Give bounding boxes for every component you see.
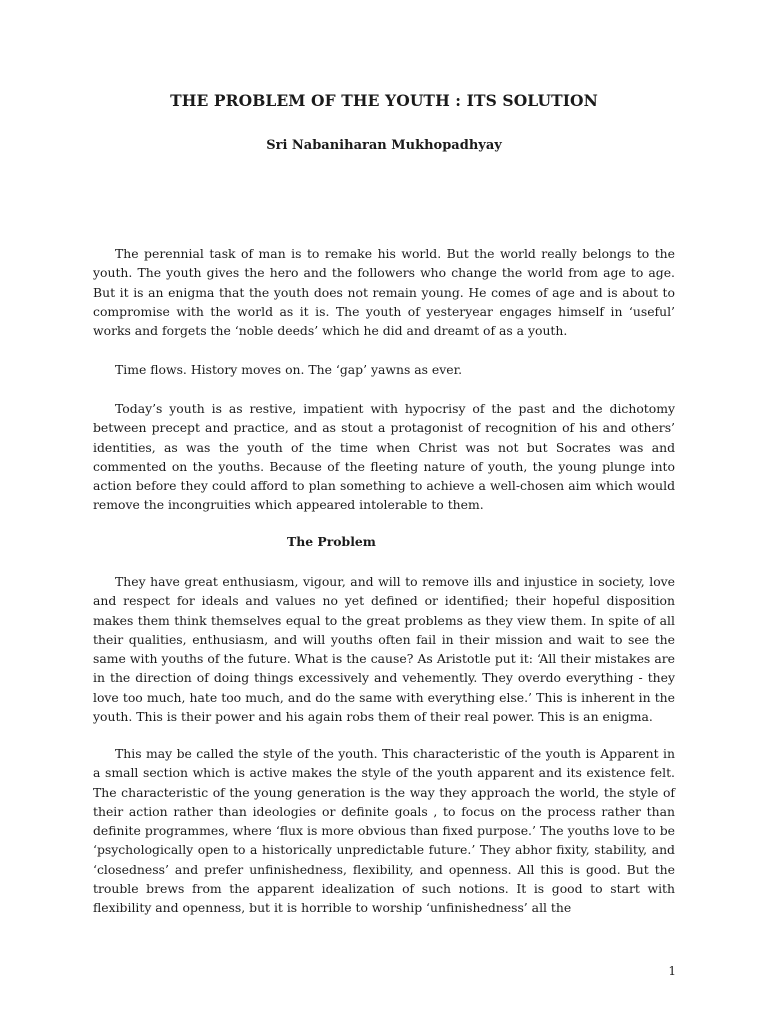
document-title: THE PROBLEM OF THE YOUTH : ITS SOLUTION: [170, 91, 598, 110]
page-number: 1: [668, 964, 676, 978]
paragraph-enthusiasm: They have great enthusiasm, vigour, and will to remove ills and injustice in society, love and respect for ideals and values no yet defined or identified; their hopeful disposition makes them think themselves equal to the great problems as they view them. In spite of all their qualities, enthusiasm, and will youths often fail in their mission and wait to see the same with youths of the future. What is the cause? As Aristotle put it: ‘All their mistakes are in the direction of doing things excessively and vehemently. They overdo everything - they love too much, hate too much, and do the same with everything else.’ This is inherent in the youth. This is their power and his again robs them of their real power. This is an enigma.: [93, 574, 675, 725]
section-heading: The Problem: [287, 534, 376, 549]
paragraph-time-flows: Time flows. History moves on. The ‘gap’ yawns as ever.: [115, 362, 463, 377]
paragraph-todays-youth: Today’s youth is as restive, impatient with hypocrisy of the past and the dichotomy between precept and practice, and as stout a protagonist of recognition of his and others’ identities, as was the youth of the time when Christ was not but Socrates was and commented on the youths. Because of the fleeting nature of youth, the young plunge into action before they could afford to plan something to achieve a well-chosen aim which would remove the incongruities which appeared intolerable to them.: [93, 401, 675, 513]
document-author: Sri Nabaniharan Mukhopadhyay: [266, 138, 502, 153]
paragraph-intro: The perennial task of man is to remake his world. But the world really belongs to the youth. The youth gives the hero and the followers who change the world from age to age. But it is an enigma that the youth does not remain young. He comes of age and is about to compromise with the world as it is. The youth of yesteryear engages himself in ‘useful’ works and forgets the ‘noble deeds’ which he did and dreamt of as a youth.: [93, 246, 675, 339]
paragraph-style-of-youth: This may be called the style of the youth. This characteristic of the youth is Apparent in a small section which is active makes the style of the youth apparent and its existence felt. The characteristic of the young generation is the way they approach the world, the style of their action rather than ideologies or definite goals , to focus on the process rather than definite programmes, where ‘flux is more obvious than fixed purpose.’ The youths love to be ‘psychologically open to a historically unpredictable future.’ They abhor fixity, stability, and ‘closedness’ and prefer unfinishedness, flexibility, and openness. All this is good. But the trouble brews from the apparent idealization of such notions. It is good to start with flexibility and openness, but it is horrible to worship ‘unfinishedness’ all the: [93, 746, 675, 916]
